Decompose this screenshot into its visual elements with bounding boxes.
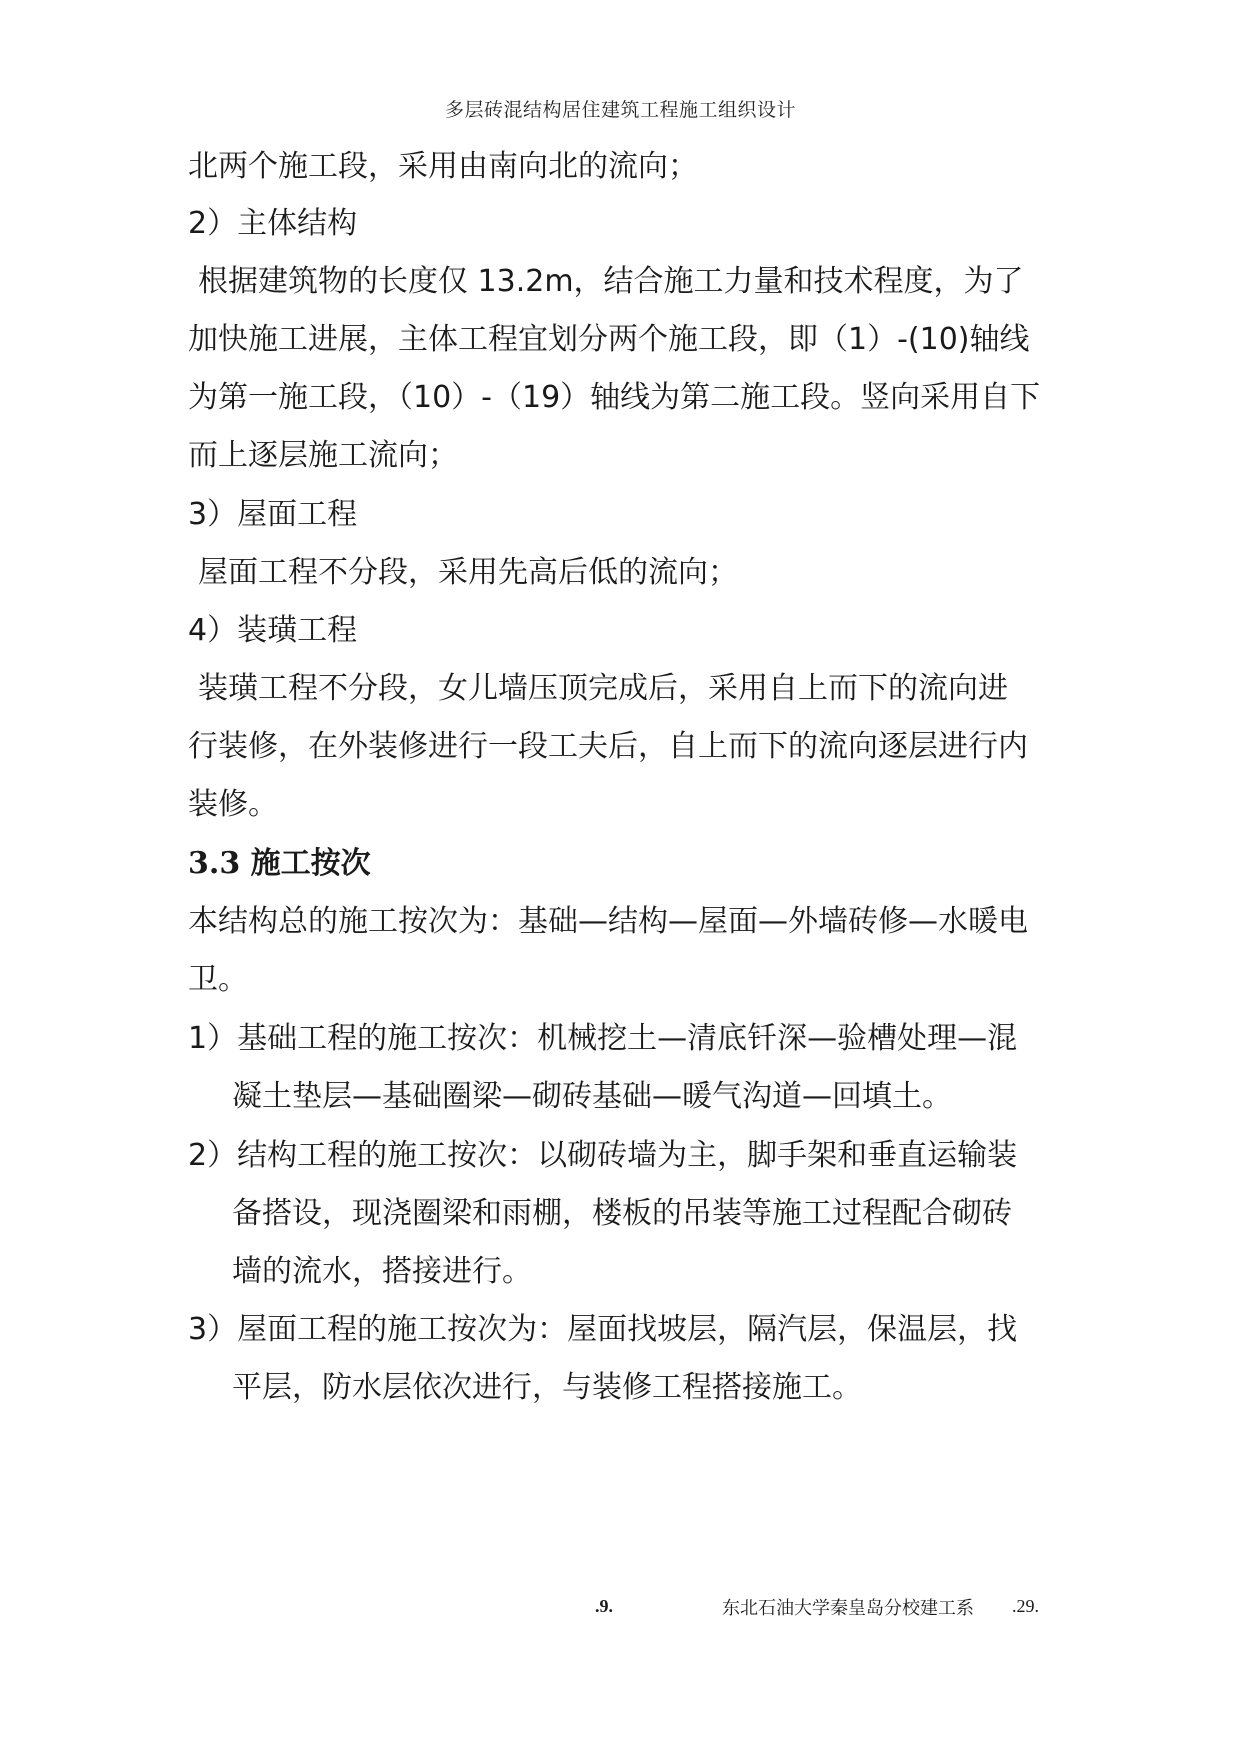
- page-header: 多层砖混结构居住建筑工程施工组织设计: [444, 99, 796, 121]
- list-item-continuation: 平层，防水层依次进行，与装修工程搭接施工。: [232, 1370, 862, 1405]
- body-line: 装璜工程不分段，女儿墙压顶完成后，采用自上而下的流向进: [198, 671, 1008, 706]
- list-item-heading: 2）主体结构: [188, 206, 358, 241]
- footer-school: 东北石油大学秦皇岛分校建工系: [722, 1598, 974, 1619]
- body-line: 行装修，在外装修进行一段工夫后，自上而下的流向逐层进行内: [188, 729, 1028, 764]
- body-line: 本结构总的施工按次为：基础—结构—屋面—外墙砖修—水暖电: [188, 904, 1028, 939]
- list-item-heading: 3）屋面工程: [188, 497, 358, 532]
- body-line: 卫。: [188, 962, 248, 997]
- body-line: 而上逐层施工流向；: [188, 438, 458, 473]
- list-item-heading: 4）装璜工程: [188, 613, 358, 648]
- page-total: .29.: [1012, 1596, 1039, 1616]
- body-line: 为第一施工段，（10）-（19）轴线为第二施工段。竖向采用自下: [188, 380, 1041, 415]
- section-heading: 3.3 施工按次: [188, 846, 371, 881]
- body-line: 加快施工进展，主体工程宜划分两个施工段，即（1）-(10)轴线: [188, 322, 1030, 357]
- list-item-continuation: 备搭设，现浇圈梁和雨棚，楼板的吊装等施工过程配合砌砖: [232, 1196, 1012, 1231]
- list-item-continuation: 凝土垫层—基础圈梁—砌砖基础—暖气沟道—回填土。: [232, 1079, 952, 1114]
- body-line: 根据建筑物的长度仅 13.2m，结合施工力量和技术程度，为了: [198, 264, 1024, 299]
- list-item: 2）结构工程的施工按次：以砌砖墙为主，脚手架和垂直运输装: [188, 1138, 1018, 1173]
- body-line: 装修。: [188, 787, 278, 822]
- page-number: .9.: [595, 1596, 613, 1616]
- body-line: 屋面工程不分段，采用先高后低的流向；: [198, 555, 738, 590]
- list-item: 1）基础工程的施工按次：机械挖土—清底钎深—验槽处理—混: [188, 1021, 1018, 1056]
- list-item: 3）屋面工程的施工按次为：屋面找坡层，隔汽层，保温层，找: [188, 1312, 1018, 1347]
- body-line: 北两个施工段，采用由南向北的流向；: [188, 149, 698, 184]
- list-item-continuation: 墙的流水，搭接进行。: [232, 1254, 532, 1289]
